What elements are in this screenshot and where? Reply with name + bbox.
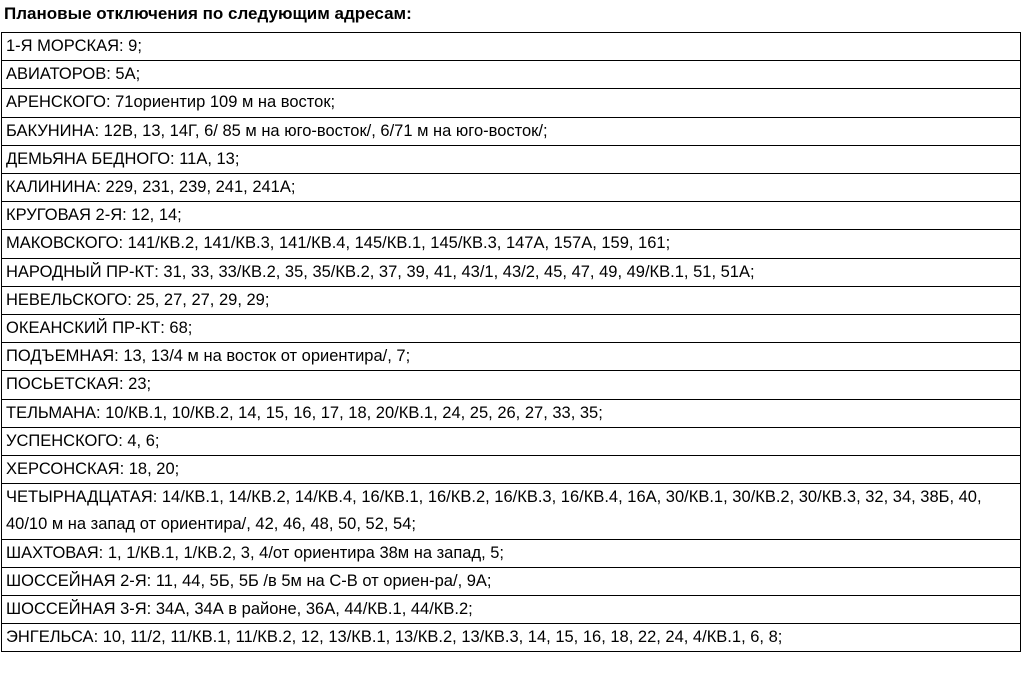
table-row bbox=[2, 315, 1021, 343]
table-row bbox=[2, 539, 1021, 567]
address-cell: ДЕМЬЯНА БЕДНОГО: 11А, 13; bbox=[2, 145, 1021, 173]
address-cell: ЭНГЕЛЬСА: 10, 11/2, 11/КВ.1, 11/КВ.2, 12, 13/КВ.1, 13/КВ.2, 13/КВ.3, 14, 15, 16, 18, 22, 24, 4/КВ.1, 6, 8; bbox=[2, 624, 1021, 652]
table-row bbox=[2, 61, 1021, 89]
address-table bbox=[1, 32, 1021, 652]
table-row bbox=[2, 371, 1021, 399]
address-cell: АРЕНСКОГО: 71ориентир 109 м на восток; bbox=[2, 89, 1021, 117]
table-row bbox=[2, 202, 1021, 230]
address-cell: ШОССЕЙНАЯ 3-Я: 34А, 34А в районе, 36А, 44/КВ.1, 44/КВ.2; bbox=[2, 596, 1021, 624]
address-cell: ЧЕТЫРНАДЦАТАЯ: 14/КВ.1, 14/КВ.2, 14/КВ.4, 16/КВ.1, 16/КВ.2, 16/КВ.3, 16/КВ.4, 16А, 30/КВ.1, 30/КВ.2, 30/КВ.3, 32, 34, 38Б, 40, 40/10 м на запад от ориентира/, 42, 46, 48, 50, 52, 54; bbox=[2, 484, 1021, 539]
table-row bbox=[2, 343, 1021, 371]
table-row bbox=[2, 427, 1021, 455]
address-cell: ПОДЪЕМНАЯ: 13, 13/4 м на восток от ориентира/, 7; bbox=[2, 343, 1021, 371]
address-cell: БАКУНИНА: 12В, 13, 14Г, 6/ 85 м на юго-восток/, 6/71 м на юго-восток/; bbox=[2, 117, 1021, 145]
table-row bbox=[2, 596, 1021, 624]
address-cell: ПОСЬЕТСКАЯ: 23; bbox=[2, 371, 1021, 399]
document-title: Плановые отключения по следующим адресам: bbox=[4, 4, 412, 23]
address-cell: КРУГОВАЯ 2-Я: 12, 14; bbox=[2, 202, 1021, 230]
table-row bbox=[2, 174, 1021, 202]
address-cell: УСПЕНСКОГО: 4, 6; bbox=[2, 427, 1021, 455]
address-cell: НАРОДНЫЙ ПР-КТ: 31, 33, 33/КВ.2, 35, 35/КВ.2, 37, 39, 41, 43/1, 43/2, 45, 47, 49, 49/КВ.1, 51, 51А; bbox=[2, 258, 1021, 286]
table-row bbox=[2, 33, 1021, 61]
table-row bbox=[2, 624, 1021, 652]
table-row bbox=[2, 89, 1021, 117]
table-row bbox=[2, 145, 1021, 173]
table-row bbox=[2, 117, 1021, 145]
table-row bbox=[2, 286, 1021, 314]
table-row bbox=[2, 456, 1021, 484]
address-cell: ШАХТОВАЯ: 1, 1/КВ.1, 1/КВ.2, 3, 4/от ориентира 38м на запад, 5; bbox=[2, 539, 1021, 567]
address-cell: 1-Я МОРСКАЯ: 9; bbox=[2, 33, 1021, 61]
table-row bbox=[2, 484, 1021, 539]
address-cell: ТЕЛЬМАНА: 10/КВ.1, 10/КВ.2, 14, 15, 16, 17, 18, 20/КВ.1, 24, 25, 26, 27, 33, 35; bbox=[2, 399, 1021, 427]
address-cell: МАКОВСКОГО: 141/КВ.2, 141/КВ.3, 141/КВ.4, 145/КВ.1, 145/КВ.3, 147А, 157А, 159, 161; bbox=[2, 230, 1021, 258]
address-table-body bbox=[2, 33, 1021, 652]
address-cell: АВИАТОРОВ: 5А; bbox=[2, 61, 1021, 89]
address-cell: НЕВЕЛЬСКОГО: 25, 27, 27, 29, 29; bbox=[2, 286, 1021, 314]
address-cell: КАЛИНИНА: 229, 231, 239, 241, 241А; bbox=[2, 174, 1021, 202]
address-cell: ХЕРСОНСКАЯ: 18, 20; bbox=[2, 456, 1021, 484]
table-row bbox=[2, 567, 1021, 595]
table-row bbox=[2, 399, 1021, 427]
address-cell: ШОССЕЙНАЯ 2-Я: 11, 44, 5Б, 5Б /в 5м на С-В от ориен-ра/, 9А; bbox=[2, 567, 1021, 595]
address-cell: ОКЕАНСКИЙ ПР-КТ: 68; bbox=[2, 315, 1021, 343]
table-row bbox=[2, 230, 1021, 258]
table-row bbox=[2, 258, 1021, 286]
